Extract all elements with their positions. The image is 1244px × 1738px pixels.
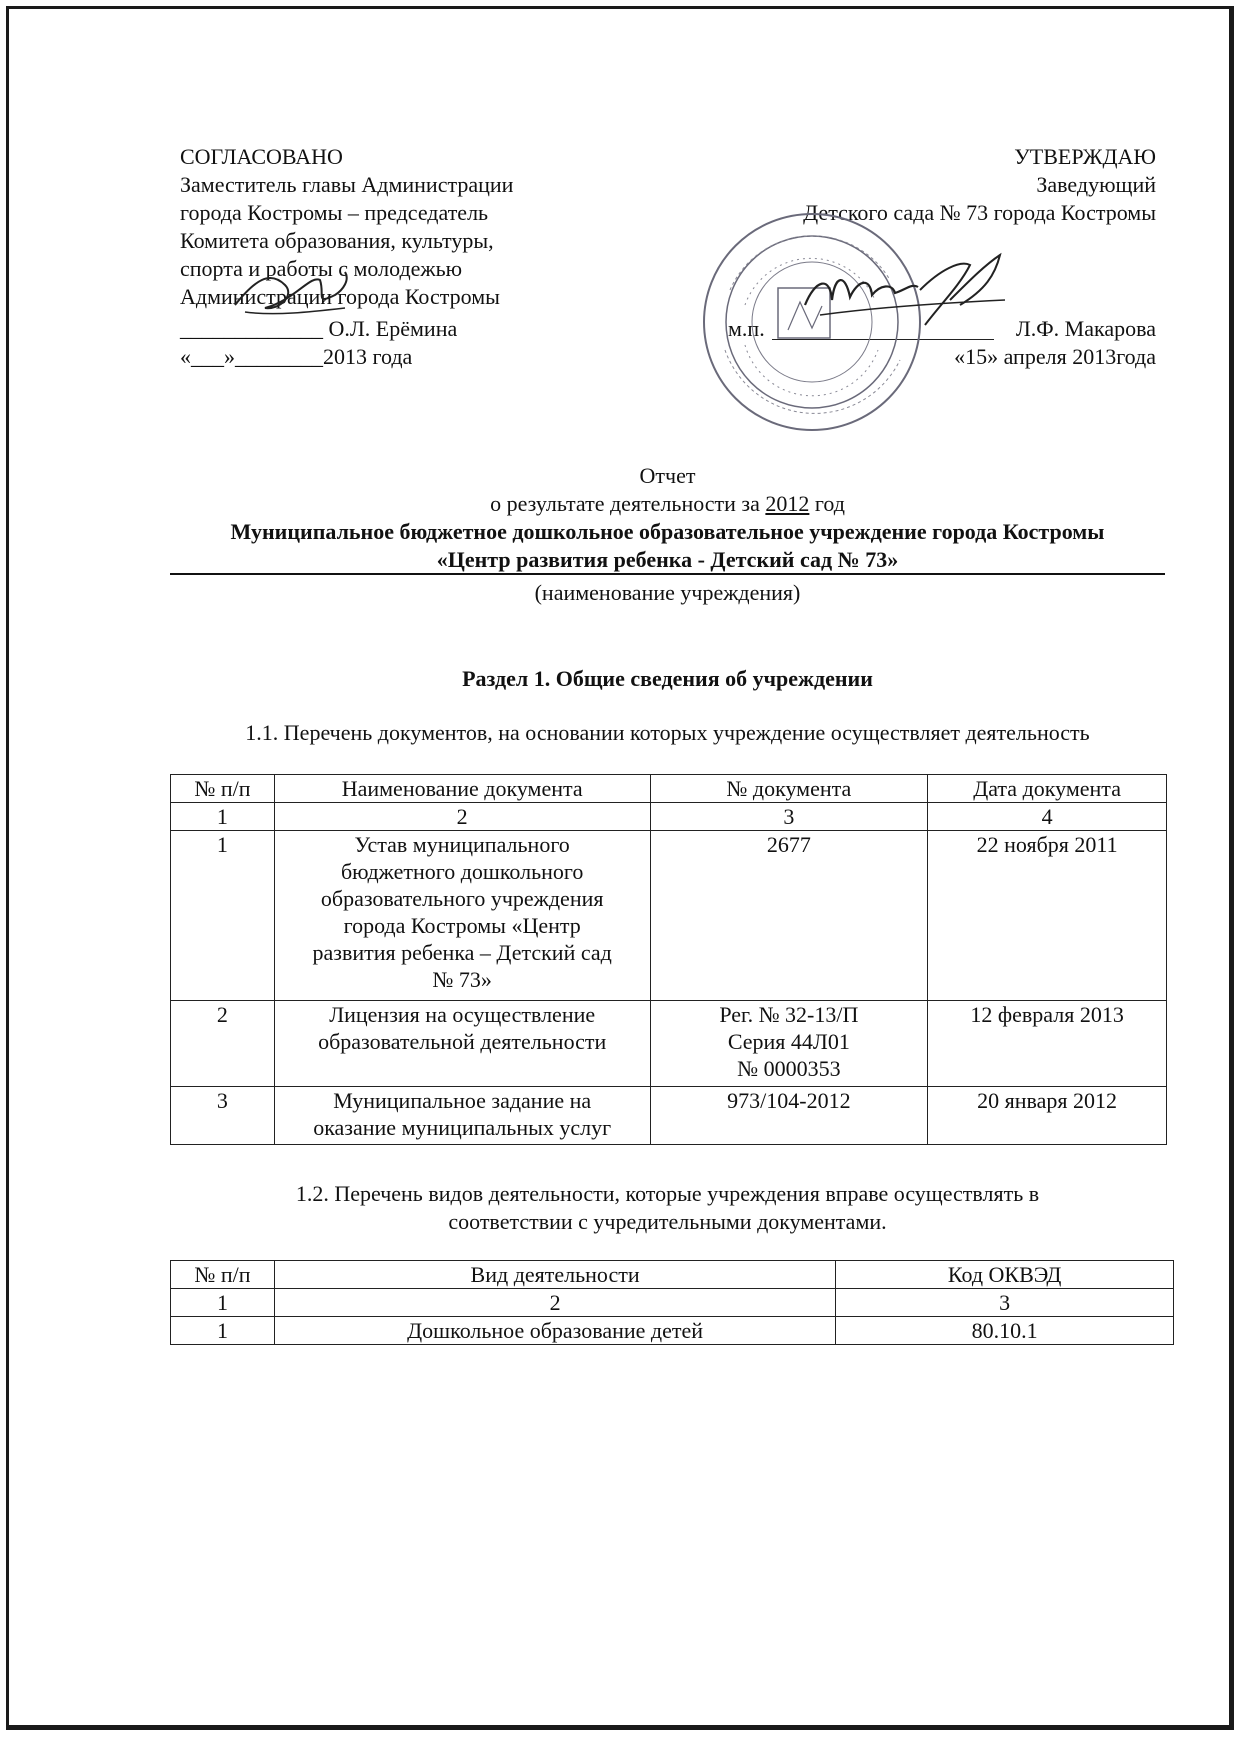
table-numbering-row [171, 1289, 1174, 1317]
document-number-line: 2677 [766, 832, 811, 857]
table-row [171, 831, 1167, 1001]
subsection-1-2-line-2: соответствии с учредительными документами. [448, 1209, 887, 1234]
numbering-cell: 3 [836, 1289, 1174, 1317]
table-header-row [171, 1261, 1174, 1289]
agreed-line-3: Комитета образования, культуры, [180, 228, 494, 253]
table-row [171, 1317, 1174, 1345]
org-name-line-2: «Центр развития ребенка - Детский сад № 73» [436, 547, 899, 572]
document-date-cell: 12 февраля 2013 [928, 1001, 1167, 1087]
document-name-cell [274, 1001, 650, 1087]
document-date-cell: 22 ноября 2011 [928, 831, 1167, 1001]
approve-title: УТВЕРЖДАЮ [1014, 144, 1156, 169]
agreed-line-2: города Костромы – председатель [180, 200, 489, 225]
document-name-line: образовательного учреждения [320, 886, 604, 911]
subsection-1-2-line-1: 1.2. Перечень видов деятельности, которые учреждения вправе осуществлять в [295, 1181, 1040, 1206]
numbering-cell: 3 [650, 803, 928, 831]
document-date-cell: 20 января 2012 [928, 1087, 1167, 1145]
section-1-title: Раздел 1. Общие сведения об учреждении [462, 666, 873, 691]
subsection-1-1: 1.1. Перечень документов, на основании которых учреждение осуществляет деятельность [245, 720, 1090, 745]
document-name-line: Муниципальное задание на [333, 1088, 592, 1113]
document-number-line: Серия 44Л01 [727, 1029, 850, 1054]
approve-line-2: Детского сада № 73 города Костромы [803, 200, 1156, 225]
left-signature [225, 250, 355, 330]
activities-table [170, 1260, 1174, 1345]
report-subtitle-prefix: о результате деятельности за [490, 491, 760, 516]
document-name-line: образовательной деятельности [318, 1029, 607, 1054]
report-subtitle [170, 490, 1165, 518]
document-name-line: Лицензия на осуществление [329, 1002, 596, 1027]
header-cell: № документа [650, 775, 928, 803]
agreed-signature-line: _____________ О.Л. Ерёмина [180, 316, 458, 341]
table-row [171, 1087, 1167, 1145]
org-name-caption: (наименование учреждения) [534, 580, 801, 605]
numbering-cell: 1 [171, 803, 275, 831]
header-cell: № п/п [171, 1261, 275, 1289]
okved-code-cell: 80.10.1 [836, 1317, 1174, 1345]
header-cell: № п/п [171, 775, 275, 803]
document-name-line: Устав муниципального [354, 832, 570, 857]
document-name-line: бюджетного дошкольного [340, 859, 584, 884]
table-numbering-row [171, 803, 1167, 831]
mp-label: м.п. [728, 316, 765, 341]
document-name-line: оказание муниципальных услуг [313, 1115, 612, 1140]
documents-table [170, 774, 1167, 1145]
report-title: Отчет [639, 463, 696, 488]
org-name-rule [170, 573, 1165, 575]
agreed-title: СОГЛАСОВАНО [180, 144, 343, 169]
numbering-cell: 2 [274, 803, 650, 831]
agreed-line-4: спорта и работы с молодежью [180, 256, 463, 281]
row-number-cell: 1 [171, 831, 275, 1001]
document-number-cell [650, 831, 928, 1001]
document-name-cell [274, 1087, 650, 1145]
agreed-line-1: Заместитель главы Администрации [180, 172, 514, 197]
document-number-line: 973/104-2012 [727, 1088, 851, 1113]
table-header-row [171, 775, 1167, 803]
report-subtitle-suffix: год [814, 491, 845, 516]
document-number-line: Рег. № 32-13/П [719, 1002, 859, 1027]
header-cell: Код ОКВЭД [836, 1261, 1174, 1289]
agreed-date-line: «___»________2013 года [180, 344, 413, 369]
document-name-line: № 73» [432, 967, 492, 992]
agreed-line-5: Администрации города Костромы [180, 284, 500, 309]
row-number-cell: 1 [171, 1317, 275, 1345]
report-year: 2012 [765, 491, 810, 516]
numbering-cell: 1 [171, 1289, 275, 1317]
row-number-cell: 2 [171, 1001, 275, 1087]
document-number-cell [650, 1087, 928, 1145]
document-number-line: № 0000353 [737, 1056, 841, 1081]
approve-signatory: Л.Ф. Макарова [1015, 316, 1156, 341]
document-name-cell [274, 831, 650, 1001]
numbering-cell: 4 [928, 803, 1167, 831]
document-name-line: города Костромы «Центр [343, 913, 581, 938]
header-cell: Вид деятельности [274, 1261, 835, 1289]
org-name-line-1: Муниципальное бюджетное дошкольное образовательное учреждение города Костромы [230, 519, 1105, 544]
document-number-cell [650, 1001, 928, 1087]
row-number-cell: 3 [171, 1087, 275, 1145]
header-cell: Наименование документа [274, 775, 650, 803]
numbering-cell: 2 [274, 1289, 835, 1317]
activity-cell: Дошкольное образование детей [274, 1317, 835, 1345]
header-cell: Дата документа [928, 775, 1167, 803]
table-row [171, 1001, 1167, 1087]
document-name-line: развития ребенка – Детский сад [312, 940, 612, 965]
approve-line-1: Заведующий [1036, 172, 1156, 197]
approve-date-line: «15» апреля 2013года [954, 344, 1156, 369]
right-signature [800, 245, 1010, 335]
